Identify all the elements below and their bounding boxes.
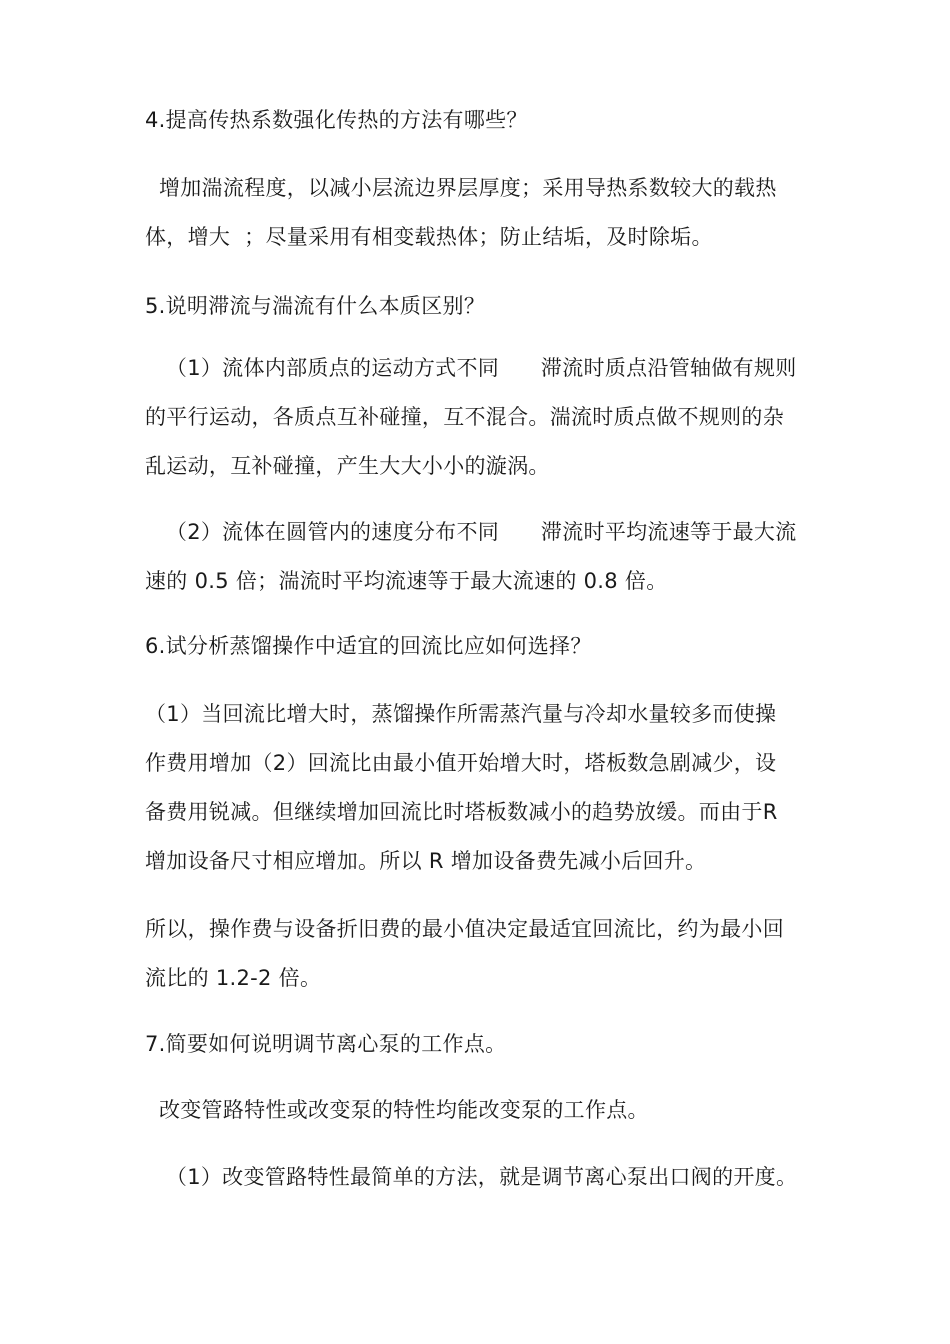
q7-title-block — [145, 1020, 825, 1069]
q4-answer-line-2: 体，增大 ；尽量采用有相变载热体；防止结垢，及时除垢。 — [145, 225, 713, 249]
q6-answer-line-3: 备费用锐减。但继续增加回流比时塔板数减小的趋势放缓。而由于R — [145, 800, 778, 824]
q6-title: 6.试分析蒸馏操作中适宜的回流比应如何选择？ — [145, 634, 592, 658]
q5-point2-line-1: （2）流体在圆管内的速度分布不同 滞流时平均流速等于最大流 — [145, 520, 797, 544]
q4-answer-line-1: 增加湍流程度，以减小层流边界层厚度；采用导热系数较大的载热 — [145, 176, 777, 200]
q6-answer-line-1: （1）当回流比增大时，蒸馏操作所需蒸汽量与冷却水量较多而使操 — [145, 702, 777, 726]
q5-title: 5.说明滞流与湍流有什么本质区别？ — [145, 294, 486, 318]
q7-point-1-block — [145, 1153, 825, 1202]
q5-point1-line-1: （1）流体内部质点的运动方式不同 滞流时质点沿管轴做有规则 — [145, 356, 797, 380]
q6-answer-line-2: 作费用增加（2）回流比由最小值开始增大时，塔板数急剧减少，设 — [145, 751, 777, 775]
q4-title-block — [145, 96, 825, 145]
q6-conclusion — [145, 905, 825, 1003]
q6-answer — [145, 690, 825, 886]
q5-title-block — [145, 282, 825, 331]
q5-point2-line-2: 速的 0.5 倍；湍流时平均流速等于最大流速的 0.8 倍。 — [145, 569, 668, 593]
q7-intro-block — [145, 1086, 825, 1135]
q6-answer-line-4: 增加设备尺寸相应增加。所以 R 增加设备费先减小后回升。 — [145, 849, 707, 873]
q5-point1-line-2: 的平行运动，各质点互补碰撞，互不混合。湍流时质点做不规则的杂 — [145, 405, 784, 429]
q7-intro: 改变管路特性或改变泵的特性均能改变泵的工作点。 — [145, 1098, 649, 1122]
q6-conclusion-line-2: 流比的 1.2-2 倍。 — [145, 966, 322, 990]
q6-conclusion-line-1: 所以，操作费与设备折旧费的最小值决定最适宜回流比，约为最小回 — [145, 917, 784, 941]
q4-answer — [145, 164, 825, 262]
q5-point1-line-3: 乱运动，互补碰撞，产生大大小小的漩涡。 — [145, 454, 550, 478]
q7-point-1: （1）改变管路特性最简单的方法，就是调节离心泵出口阀的开度。 — [145, 1165, 798, 1189]
q5-point-2 — [145, 508, 825, 606]
q7-title: 7.简要如何说明调节离心泵的工作点。 — [145, 1032, 507, 1056]
q5-point-1 — [145, 344, 825, 491]
q4-title: 4.提高传热系数强化传热的方法有哪些？ — [145, 108, 528, 132]
q6-title-block — [145, 622, 825, 671]
